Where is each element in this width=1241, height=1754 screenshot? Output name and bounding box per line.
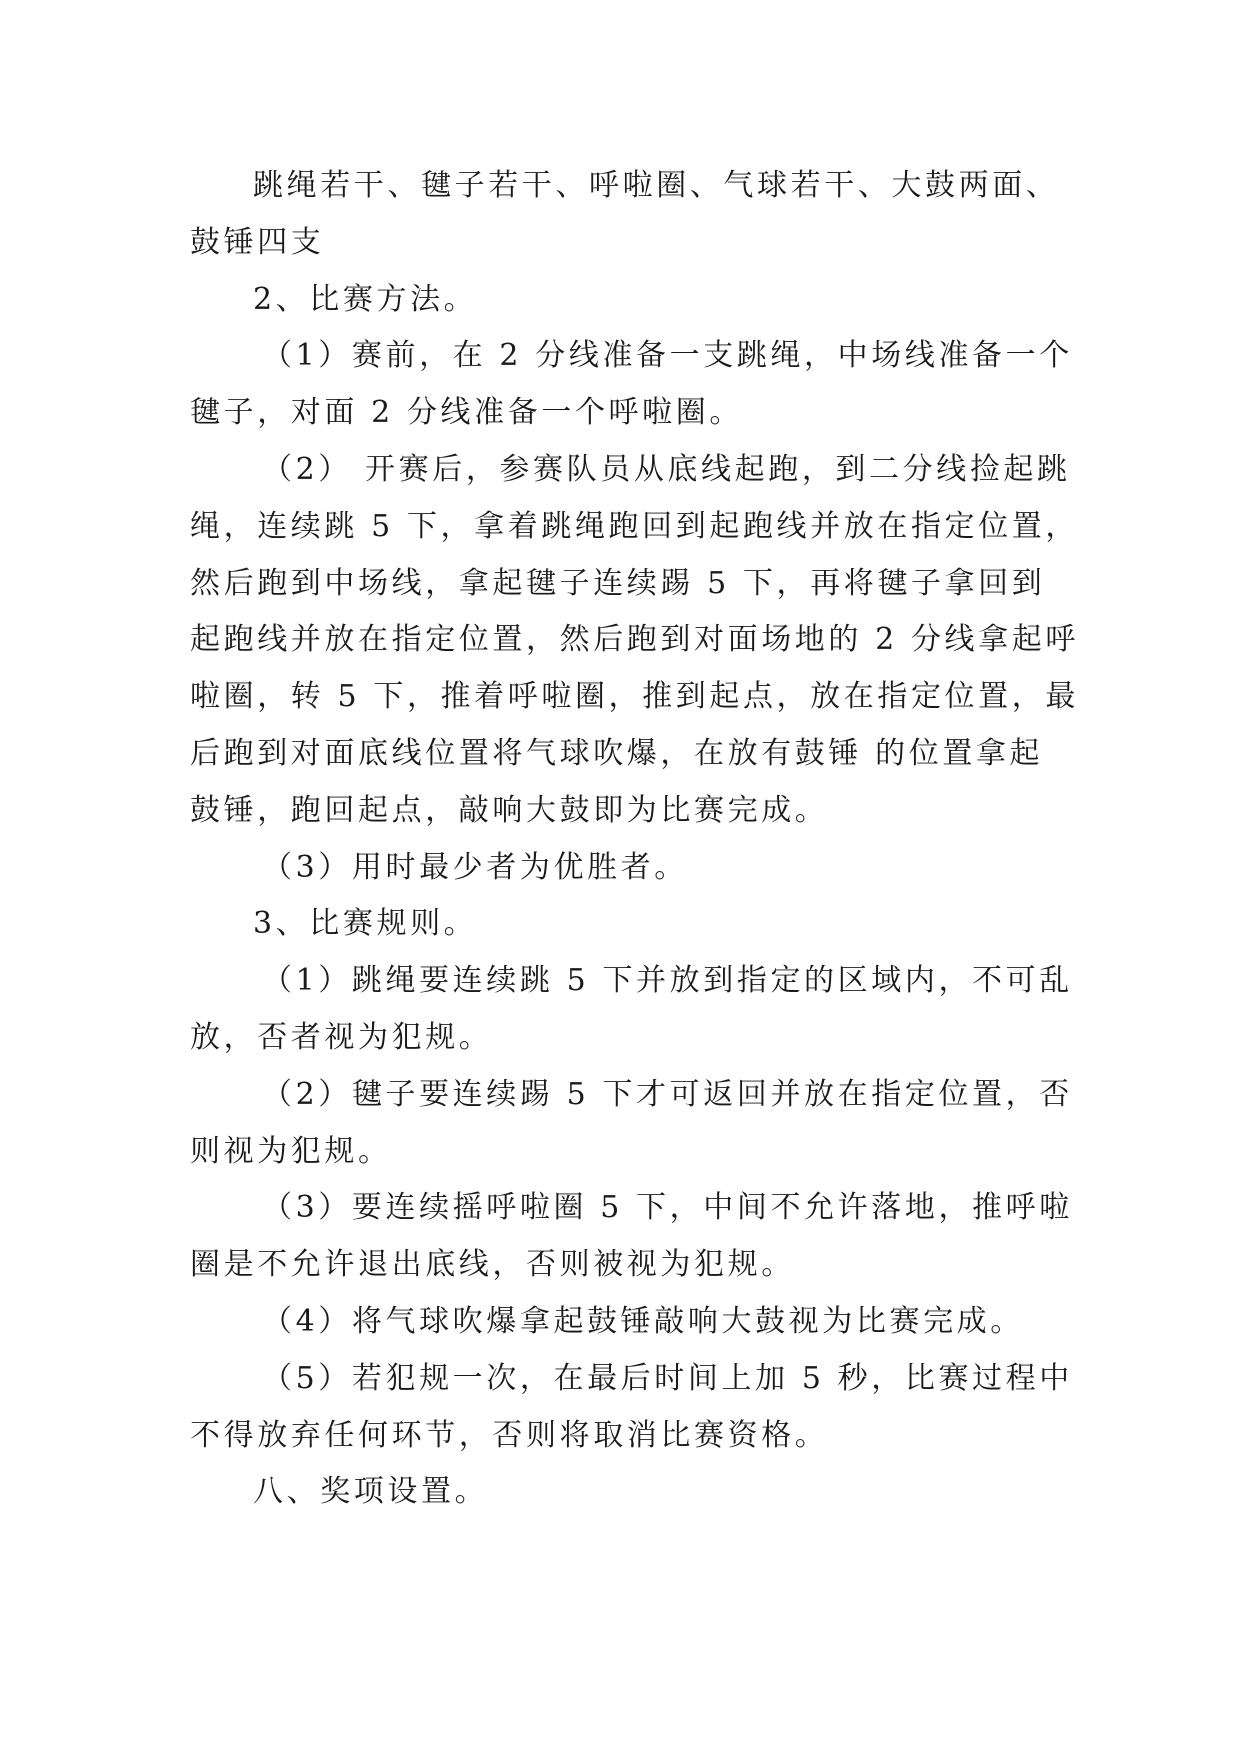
method-item-2-cont: 啦圈，转 5 下，推着呼啦圈，推到起点，放在指定位置，最	[190, 679, 1079, 715]
rule-item-1-cont: 放，否者视为犯规。	[190, 1019, 493, 1055]
rule-item-1: （1）跳绳要连续跳 5 下并放到指定的区域内，不可乱	[262, 963, 1073, 999]
rule-item-4: （4）将气球吹爆拿起鼓锤敲响大鼓视为比赛完成。	[262, 1303, 1024, 1339]
document-body	[190, 158, 1079, 1521]
method-item-2-cont: 绳，连续跳 5 下，拿着跳绳跑回到起跑线并放在指定位置，	[190, 508, 1079, 544]
equipment-line: 跳绳若干、毽子若干、呼啦圈、气球若干、大鼓两面、	[253, 168, 1060, 203]
rule-item-2: （2）毽子要连续踢 5 下才可返回并放在指定位置，否	[262, 1076, 1073, 1112]
rule-item-5-cont: 不得放弃任何环节，否则将取消比赛资格。	[190, 1417, 829, 1453]
rule-item-2-cont: 则视为犯规。	[190, 1133, 392, 1169]
method-item-2-cont: 鼓锤，跑回起点，敲响大鼓即为比赛完成。	[190, 792, 829, 828]
rule-item-3: （3）要连续摇呼啦圈 5 下，中间不允许落地，推呼啦	[262, 1190, 1073, 1226]
method-item-1: （1）赛前，在 2 分线准备一支跳绳，中场线准备一个	[262, 338, 1073, 374]
section-heading-rules: 3、比赛规则。	[253, 906, 478, 942]
method-item-1-cont: 毽子，对面 2 分线准备一个呼啦圈。	[190, 395, 743, 431]
equipment-line-cont: 鼓锤四支	[190, 224, 325, 260]
rule-item-3-cont: 圈是不允许退出底线，否则被视为犯规。	[190, 1247, 795, 1283]
method-item-2-cont: 起跑线并放在指定位置，然后跑到对面场地的 2 分线拿起呼	[190, 622, 1079, 658]
method-item-2: （2） 开赛后，参赛队员从底线起跑，到二分线捡起跳	[262, 451, 1071, 487]
method-item-2-cont: 然后跑到中场线，拿起毽子连续踢 5 下，再将毽子拿回到	[190, 565, 1046, 601]
rule-item-5: （5）若犯规一次，在最后时间上加 5 秒，比赛过程中	[262, 1360, 1073, 1396]
section-heading-awards: 八、奖项设置。	[253, 1474, 489, 1510]
method-item-2-cont: 后跑到对面底线位置将气球吹爆，在放有鼓锤 的位置拿起	[190, 735, 1044, 771]
section-heading-method: 2、比赛方法。	[253, 281, 478, 317]
method-item-3: （3）用时最少者为优胜者。	[262, 849, 688, 885]
